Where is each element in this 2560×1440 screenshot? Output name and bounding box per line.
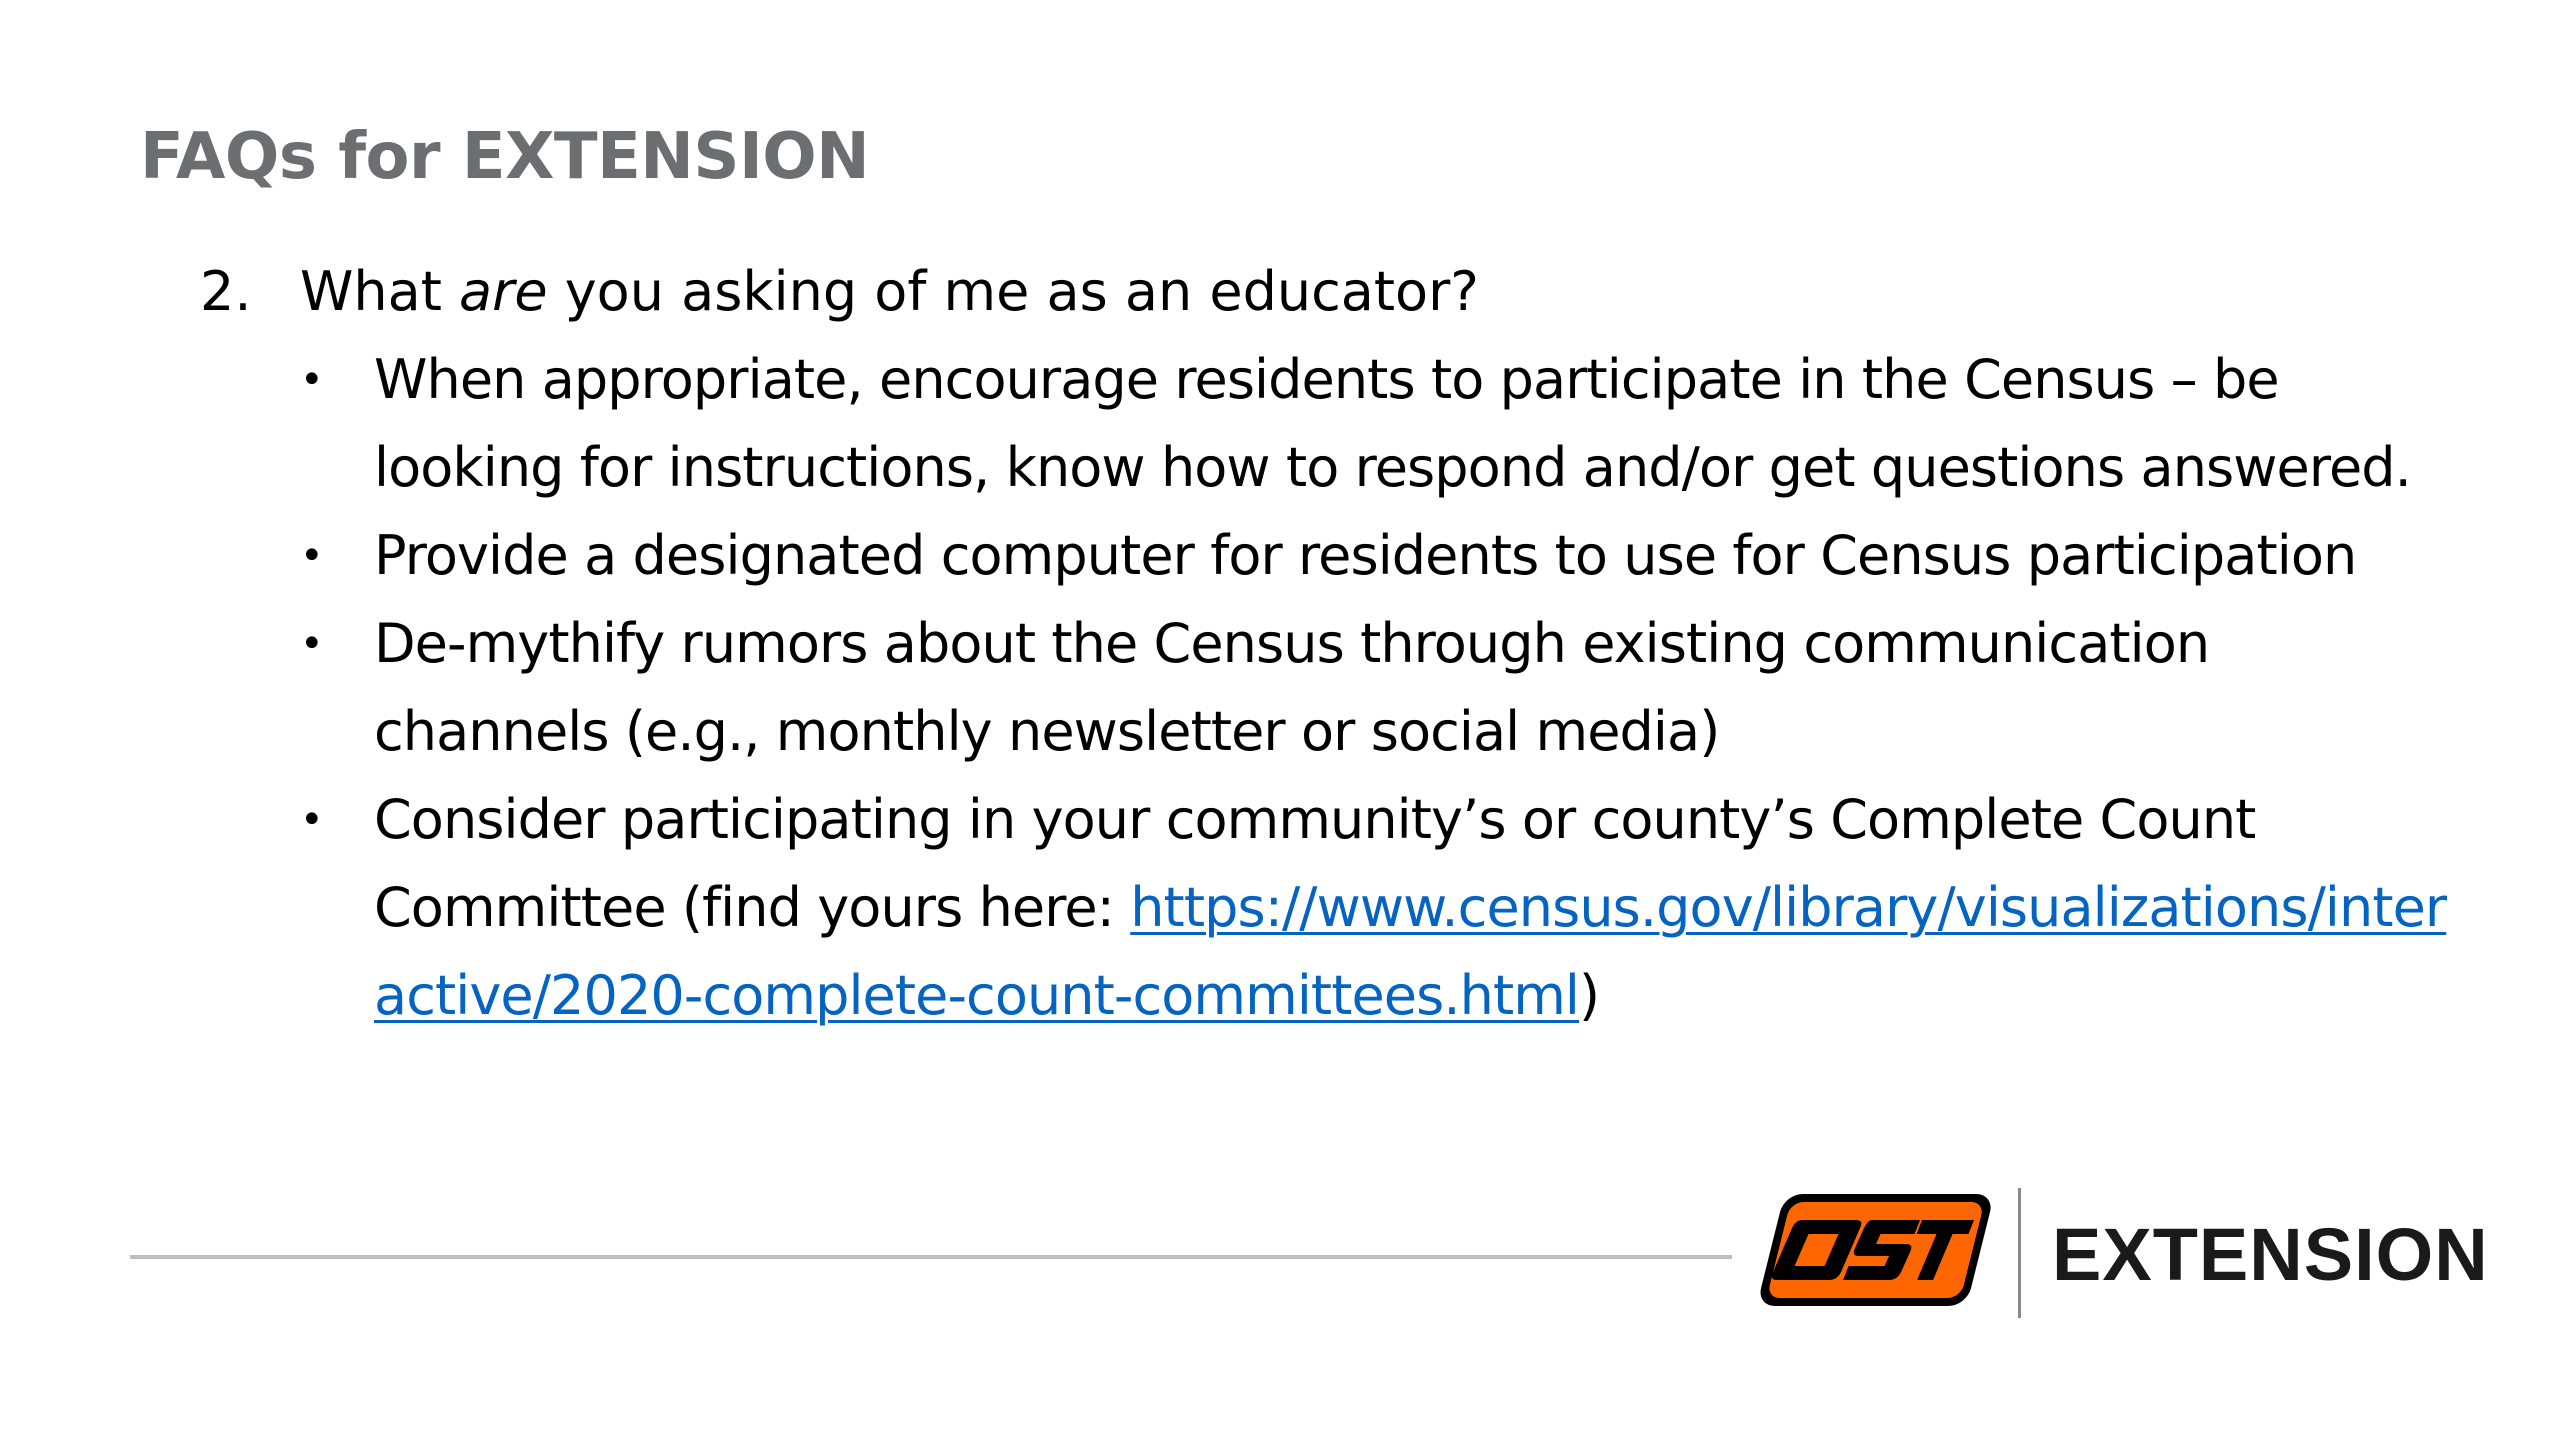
question-number: 2.: [200, 260, 252, 323]
bullet-text-before: Consider participating in your community’s or county’s Complete Count Committee (find yours here:: [374, 788, 2256, 939]
bullet-item: [300, 512, 2460, 600]
slide-content: [200, 248, 2460, 1040]
bullet-dot-icon: •: [300, 621, 324, 667]
question-text-after: you asking of me as an educator?: [547, 260, 1479, 323]
bullet-item: [300, 776, 2460, 1040]
question-text: [300, 248, 1479, 336]
bullet-dot-icon: •: [300, 797, 324, 843]
slide-title: FAQs for EXTENSION: [140, 120, 870, 194]
bullet-text: De-mythify rumors about the Census through existing communication channels (e.g., monthly newsletter or social media): [374, 612, 2210, 763]
question: [200, 248, 2460, 336]
bullet-dot-icon: •: [300, 357, 324, 403]
brand-extension-word: EXTENSION: [2052, 1213, 2489, 1296]
bullet-list: [300, 336, 2460, 1040]
logo-divider-line: [2018, 1188, 2021, 1318]
bullet-text: [374, 776, 2460, 1040]
bullet-text: Provide a designated computer for residents to use for Census participation: [374, 524, 2357, 587]
osu-logo-icon: [1748, 1180, 1998, 1320]
bullet-dot-icon: •: [300, 533, 324, 579]
bullet-text: When appropriate, encourage residents to participate in the Census – be looking for instructions, know how to respond and/or get questions answered.: [374, 348, 2411, 499]
bullet-item: [300, 336, 2460, 512]
footer-divider-line: [130, 1255, 1732, 1259]
question-emphasis: are: [459, 260, 548, 323]
bullet-item: [300, 600, 2460, 776]
bullet-text-after: ): [1579, 964, 1600, 1027]
census-ccc-link[interactable]: https://www.census.gov/library/visualizations/interactive/2020-complete-count-committees.html: [374, 876, 2447, 1027]
question-text-before: What: [300, 260, 460, 323]
